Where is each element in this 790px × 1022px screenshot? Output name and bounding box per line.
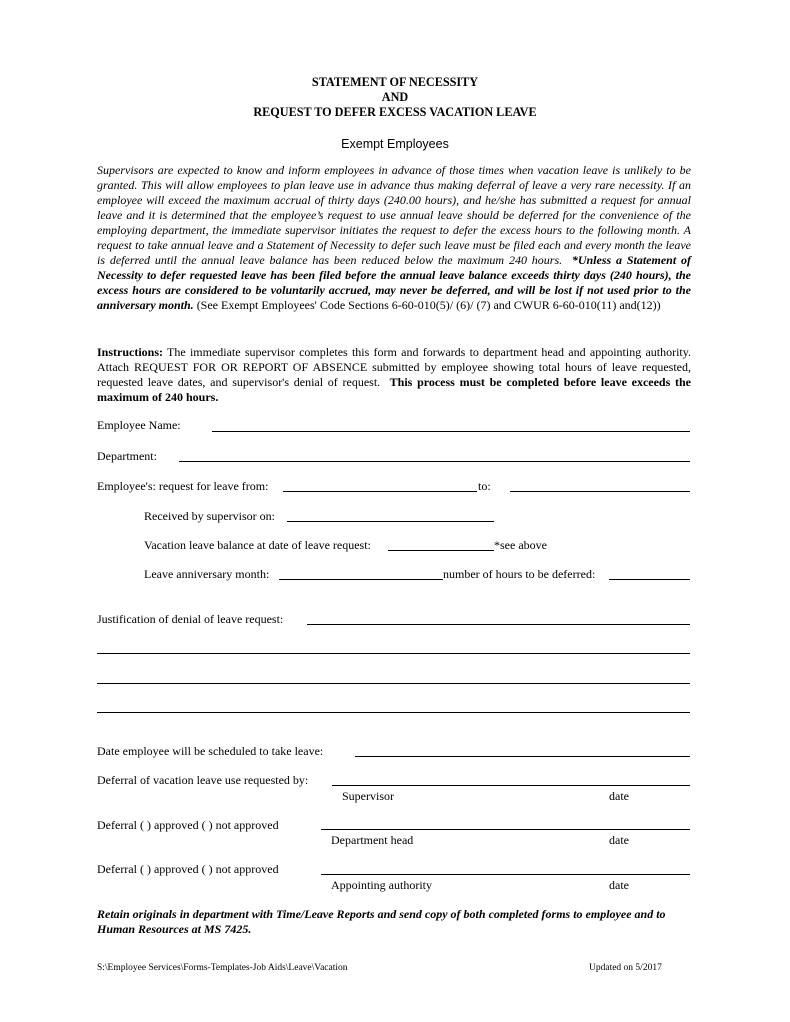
department-head-signature-field[interactable] — [321, 829, 690, 830]
retain-originals-note: Retain originals in department with Time/Leave Reports and send copy of both completed forms to employee and to Human Resources at MS 7425. — [97, 907, 666, 936]
department-head-caption: Department head — [331, 833, 414, 847]
justification-label: Justification of denial of leave request: — [97, 612, 284, 626]
instructions-label: Instructions: — [97, 345, 164, 359]
department-head-date-caption: date — [609, 833, 629, 847]
appointing-authority-date-caption: date — [609, 878, 629, 892]
request-from-label: Employee's: request for leave from: — [97, 479, 269, 493]
footer-file-path: S:\Employee Services\Forms-Templates-Job Aids\Leave\Vacation — [97, 963, 348, 973]
intro-code-reference: (See Exempt Employees' Code Sections 6-60-010(5)/ (6)/ (7) and CWUR 6-60-010(11) and(12)) — [196, 298, 661, 312]
vacation-balance-label: Vacation leave balance at date of leave request: — [144, 538, 371, 552]
supervisor-date-caption: date — [609, 789, 629, 803]
date-scheduled-label: Date employee will be scheduled to take leave: — [97, 744, 324, 758]
request-to-field[interactable] — [510, 491, 690, 492]
justification-field-line-1[interactable] — [307, 624, 690, 625]
supervisor-signature-field[interactable] — [332, 785, 690, 786]
intro-italic: Supervisors are expected to know and inform employees in advance of those times when vacation leave is unlikely to be granted. This will allow employees to plan leave use in advance thus making deferral of leave a very rare necessity. If an employee will exceed the maximum accrual of thirty days (240.00 hours), and he/she has submitted a request for annual leave and it is determined that the employee’s request to use annual leave should be deferred for the convenience of the employing department, the immediate supervisor initiates the request to defer the excess hours to the following month. A request to take annual leave and a Statement of Necessity to defer such leave must be filed each and every month the leave is deferred until the annual leave balance has been reduced below the maximum 240 hours. — [97, 163, 691, 267]
instructions-bold: This process must be completed before leave exceeds the maximum of 240 hours. — [97, 375, 692, 404]
title-line-1: STATEMENT OF NECESSITY — [311, 75, 479, 89]
footer-updated-date: Updated on 5/2017 — [589, 963, 662, 973]
intro-bold-italic: *Unless a Statement of Necessity to defer requested leave has been filed before the annual leave balance exceeds thirty days (240 hours), the excess hours are considered to be voluntarily accrued, may never be deferred, and will be lost if not used prior to the anniversary month. — [97, 253, 692, 312]
title-line-3: REQUEST TO DEFER EXCESS VACATION LEAVE — [253, 105, 537, 119]
supervisor-caption: Supervisor — [342, 789, 394, 803]
justification-field-line-3[interactable] — [97, 683, 690, 684]
anniversary-month-field[interactable] — [279, 579, 443, 580]
deferral-approval-department-head: Deferral ( ) approved ( ) not approved — [97, 818, 279, 832]
anniversary-month-label: Leave anniversary month: — [144, 567, 270, 581]
intro-paragraph — [97, 163, 691, 313]
hours-deferred-field[interactable] — [609, 579, 690, 580]
see-above-note: *see above — [494, 538, 547, 552]
appointing-authority-caption: Appointing authority — [331, 878, 432, 892]
department-label: Department: — [97, 449, 157, 463]
appointing-authority-signature-field[interactable] — [321, 874, 690, 875]
instructions-text: The immediate supervisor completes this form and forwards to department head and appointing authority. Attach REQUEST FOR OR REPORT OF ABSENCE submitted by employee showing total hours of leave requested, requested leave dates, and supervisor's denial of request. — [97, 345, 691, 389]
deferral-approval-appointing-authority: Deferral ( ) approved ( ) not approved — [97, 862, 279, 876]
employee-name-label: Employee Name: — [97, 418, 181, 432]
date-scheduled-field[interactable] — [355, 756, 690, 757]
request-to-label: to: — [478, 479, 491, 493]
title-line-2: AND — [381, 90, 409, 104]
justification-field-line-4[interactable] — [97, 712, 690, 713]
request-from-field[interactable] — [283, 491, 477, 492]
received-by-label: Received by supervisor on: — [144, 509, 275, 523]
vacation-balance-field[interactable] — [388, 550, 494, 551]
department-field[interactable] — [179, 461, 690, 462]
justification-field-line-2[interactable] — [97, 653, 690, 654]
instructions-paragraph — [97, 345, 691, 405]
employee-name-field[interactable] — [212, 431, 690, 432]
subtitle: Exempt Employees — [341, 137, 449, 151]
received-by-field[interactable] — [287, 521, 494, 522]
hours-deferred-label: number of hours to be deferred: — [443, 567, 596, 581]
deferral-requested-label: Deferral of vacation leave use requested by: — [97, 773, 309, 787]
